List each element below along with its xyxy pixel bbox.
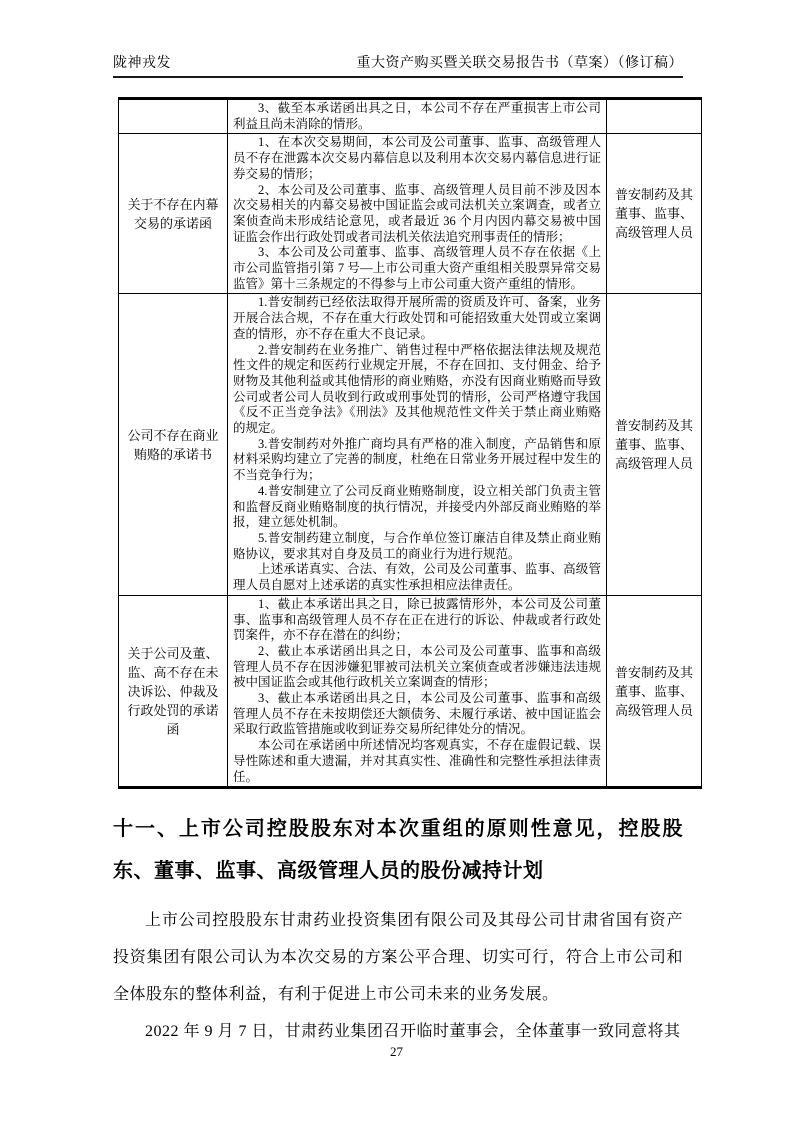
commitment-paragraph: 3、本公司及公司董事、监事、高级管理人员不存在依据《上市公司监管指引第 7 号—上市公司重大资产重组相关股票异常交易监管》第十三条规定的不得参与上市公司重大资产重组的情形。	[233, 245, 601, 291]
body-paragraph: 2022 年 9 月 7 日，甘肃药业集团召开临时董事会，全体董事一致同意将其	[145, 1023, 681, 1041]
commitment-party-cell: 普安制药及其董事、监事、高级管理人员	[607, 595, 702, 787]
commitment-name-cell: 关于公司及董、监、高不存在未决诉讼、仲裁及行政处罚的承诺函	[119, 595, 228, 787]
commitment-paragraph: 1、截止本承诺出具之日，除已披露情形外，本公司及公司董事、监事和高级管理人员不存在正在进行的诉讼、仲裁或者行政处罚案件，亦不存在潜在的纠纷；	[233, 596, 601, 643]
page-footer	[0, 1044, 793, 1060]
commitments-table-body	[119, 99, 702, 788]
section-paragraphs	[113, 902, 683, 1050]
commitment-content-cell	[228, 595, 607, 787]
commitment-content-cell	[228, 134, 607, 294]
table-row	[119, 99, 702, 134]
commitment-paragraph: 3.普安制药对外推广商均具有严格的准入制度，产品销售和原材料采购均建立了完善的制度，杜绝在日常业务开展过程中发生的不当竞争行为；	[233, 436, 601, 483]
table-row	[119, 294, 702, 595]
commitment-paragraph: 4.普安制建立了公司反商业贿赂制度，设立相关部门负责主管和监督反商业贿赂制度的执行情况，并接受内外部反商业贿赂的举报，建立惩处机制。	[233, 483, 601, 530]
header-divider	[113, 76, 683, 78]
section-heading: 十一、上市公司控股股东对本次重组的原则性意见，控股股东、董事、监事、高级管理人员的股份减持计划	[113, 818, 683, 883]
header-right-title: 重大资产购买暨关联交易报告书（草案）（修订稿）	[356, 56, 683, 71]
commitment-content-cell	[228, 294, 607, 595]
header-left-title: 陇神戎发	[113, 56, 171, 71]
page-header	[113, 0, 683, 72]
commitments-table	[118, 97, 702, 789]
commitment-party-cell: 普安制药及其董事、监事、高级管理人员	[607, 294, 702, 595]
body-paragraph: 上市公司控股股东甘肃药业投资集团有限公司及其母公司甘肃省国有资产投资集团有限公司认为本次交易的方案公平合理、切实可行，符合上市公司和全体股东的整体利益，有利于促进上市公司未来的业务发展。	[113, 912, 683, 1004]
commitment-paragraph: 3、截止本承诺函出具之日，本公司及公司董事、监事和高级管理人员不存在未按期偿还大额债务、未履行承诺、被中国证监会采取行政监管措施或收到证券交易所纪律处分的情况。	[233, 691, 601, 737]
commitment-paragraph: 1.普安制药已经依法取得开展所需的资质及许可、备案，业务开展合法合规，不存在重大行政处罚和可能招致重大处罚或立案调查的情形，亦不存在重大不良记录。	[233, 295, 601, 341]
commitment-paragraph: 本公司在承诺函中所述情况均客观真实，不存在虚假记载、误导性陈述和重大遗漏，并对其真实性、准确性和完整性承担法律责任。	[233, 738, 601, 784]
commitment-name-cell	[119, 99, 228, 134]
commitment-paragraph: 3、截至本承诺函出具之日，本公司不存在严重损害上市公司利益且尚未消除的情形。	[233, 101, 601, 131]
table-row	[119, 595, 702, 787]
commitment-paragraph: 2.普安制药在业务推广、销售过程中严格依据法律法规及规范性文件的规定和医药行业规定开展，不存在回扣、支付佣金、给予财物及其他利益或其他情形的商业贿赂，亦没有因商业贿赂而导致公司或者公司人员收到行政或刑事处罚的情形，公司严格遵守我国《反不正当竞争法》《刑法》及其他规范性文件关于禁止商业贿赂的规定。	[233, 342, 601, 436]
commitment-party-cell	[607, 99, 702, 134]
commitment-name-cell: 关于不存在内幕交易的承诺函	[119, 134, 228, 294]
commitment-content-cell	[228, 99, 607, 134]
commitment-paragraph: 1、在本次交易期间，本公司及公司董事、监事、高级管理人员不存在泄露本次交易内幕信息以及利用本次交易内幕信息进行证券交易的情形；	[233, 135, 601, 181]
commitment-paragraph: 2、本公司及公司董事、监事、高级管理人员目前不涉及因本次交易相关的内幕交易被中国证监会或司法机关立案调查，或者立案侦查尚未形成结论意见，或者最近 36 个月内因内幕交易被中国证监会作出行政处罚或者司法机关依法追究刑事责任的情形；	[233, 182, 601, 244]
commitment-name-cell: 公司不存在商业贿赂的承诺书	[119, 294, 228, 595]
commitment-paragraph: 上述承诺真实、合法、有效，公司及公司董事、监事、高级管理人员自愿对上述承诺的真实性承担相应法律责任。	[233, 562, 601, 593]
table-row	[119, 134, 702, 294]
page-number: 27	[390, 1044, 403, 1059]
commitment-party-cell: 普安制药及其董事、监事、高级管理人员	[607, 134, 702, 294]
commitment-paragraph: 2、截止本承诺函出具之日，本公司及公司董事、监事和高级管理人员不存在因涉嫌犯罪被司法机关立案侦查或者涉嫌违法违规被中国证监会或其他行政机关立案调查的情形；	[233, 643, 601, 690]
commitment-paragraph: 5.普安制药建立制度，与合作单位签订廉洁自律及禁止商业贿赂协议，要求其对自身及员工的商业行为进行规范。	[233, 530, 601, 561]
